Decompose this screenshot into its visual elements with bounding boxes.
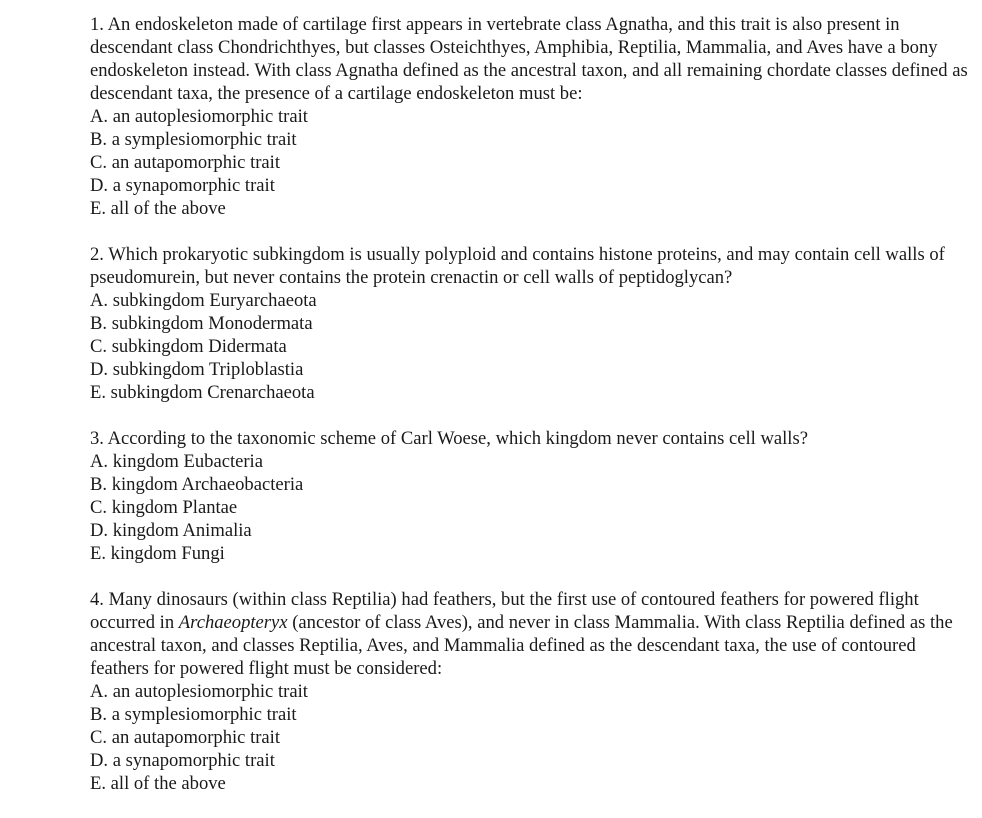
answer-option-e: E. all of the above <box>90 773 226 794</box>
question-4 <box>90 588 970 795</box>
answer-option-e: E. all of the above <box>90 198 226 219</box>
question-stem-part: (ancestor of class Aves), and never in class Mammalia. With class Reptilia defined as the ancestral taxon, and classes Reptilia, Aves, and Mammalia defined as the descendant taxa, the use of contoured feathers for powered flight must be considered: <box>90 612 953 679</box>
answer-option-d: D. a synapomorphic trait <box>90 175 275 196</box>
answer-option-e: E. subkingdom Crenarchaeota <box>90 382 315 403</box>
question-stem: 1. An endoskeleton made of cartilage first appears in vertebrate class Agnatha, and this trait is also present in descendant class Chondrichthyes, but classes Osteichthyes, Amphibia, Reptilia, Mammalia, and Aves have a bony endoskeleton instead. With class Agnatha defined as the ancestral taxon, and all remaining chordate classes defined as descendant taxa, the presence of a cartilage endoskeleton must be: <box>90 14 968 104</box>
answer-option-e: E. kingdom Fungi <box>90 543 225 564</box>
answer-option-c: C. an autapomorphic trait <box>90 727 281 748</box>
answer-option-d: D. subkingdom Triploblastia <box>90 359 304 380</box>
answer-option-c: C. an autapomorphic trait <box>90 152 281 173</box>
answer-option-a: A. an autoplesiomorphic trait <box>90 681 308 702</box>
question-3 <box>90 427 970 565</box>
question-stem: 2. Which prokaryotic subkingdom is usually polyploid and contains histone proteins, and may contain cell walls of pseudomurein, but never contains the protein crenactin or cell walls of peptidoglycan? <box>90 244 945 288</box>
answer-option-d: D. a synapomorphic trait <box>90 750 275 771</box>
document-page <box>90 13 970 818</box>
question-stem <box>90 588 970 680</box>
answer-option-a: A. subkingdom Euryarchaeota <box>90 290 317 311</box>
answer-option-a: A. kingdom Eubacteria <box>90 451 263 472</box>
answer-option-b: B. a symplesiomorphic trait <box>90 704 297 725</box>
question-2 <box>90 243 970 404</box>
question-stem-part: 4. Many dinosaurs (within class Reptilia) had feathers, but the first use of contoured feathers for powered flight occurred in <box>90 589 919 633</box>
answer-option-b: B. subkingdom Monodermata <box>90 313 313 334</box>
question-1 <box>90 13 970 220</box>
question-stem: 3. According to the taxonomic scheme of Carl Woese, which kingdom never contains cell walls? <box>90 428 808 449</box>
answer-option-b: B. a symplesiomorphic trait <box>90 129 297 150</box>
genus-name: Archaeopteryx <box>178 612 288 633</box>
answer-option-d: D. kingdom Animalia <box>90 520 252 541</box>
answer-option-c: C. subkingdom Didermata <box>90 336 287 357</box>
answer-option-a: A. an autoplesiomorphic trait <box>90 106 308 127</box>
answer-option-b: B. kingdom Archaeobacteria <box>90 474 304 495</box>
answer-option-c: C. kingdom Plantae <box>90 497 238 518</box>
